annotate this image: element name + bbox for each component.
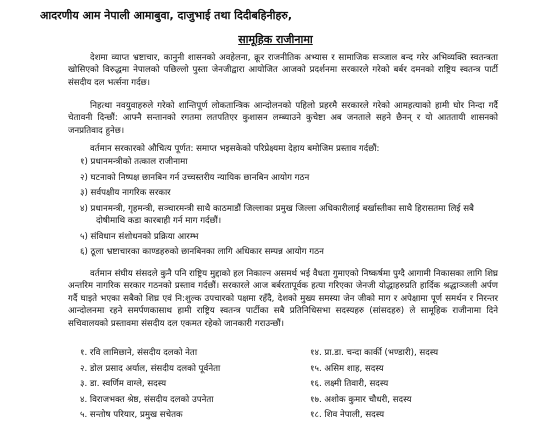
signatory-row (80, 377, 520, 393)
paragraph-resignation: वर्तमान संघीय संसदले कुनै पनि राष्ट्रिय मुद्दाको हल निकाल्न असमर्थ भई वैधता गुमाएको निष्कर्षमा पुग्दै आगामी निकासका लागि शिघ्र अन्तरिम नागरिक सरकार गठनको प्रस्ताव गर्दछौं। सरकारले आज बर्बरतापूर्वक हत्या गरिएका जेनजी योद्धाहरुप्रति हार्दिक श्रद्धाञ्जली अर्पण गर्दै घाइते भएका सबैको शिघ्र एवं नि:शुल्क उपचारको पक्षमा रहँदै, देशको मुख्य समस्या जेन जीको माग र अपेक्षामा पूर्ण समर्थन र निरन्तर आन्दोलनमा रहने समर्पणकासाथ हामी राष्ट्रिय स्वतन्त्र पार्टीका सबै प्रतिनिधिसभा सदस्यहरु (सांसदहरु) ले सामूहिक राजीनामा दिने सचिवालयको प्रस्तावमा संसदीय दल एकमत रहेको जानकारी गराउन्छौं। (68, 269, 498, 329)
signatory-row (80, 362, 520, 378)
proposal-item: ४) प्रधानमन्त्री, गृहमन्त्री, सञ्चारमन्त्री साथै काठमाडौं जिल्लाका प्रमुख जिल्ला अधिकारीलाई बर्खास्तीका साथै हिरासतमा लिई सबै दोषीमाथि कडा कारबाही गर्न माग गर्दछौं। (80, 203, 474, 227)
proposal-item: ६) ठूला भ्रष्टाचारका काण्डहरुको छानबिनका लागि अधिकार सम्पन्न आयोग गठन (80, 247, 324, 258)
greeting: आदरणीय आम नेपाली आमाबुवा, दाजुभाई तथा दिदीबहिनीहरु, (40, 9, 293, 22)
signatory-left: ४. विराजभक्त श्रेष्ठ, संसदीय दलको उपनेता (80, 394, 214, 405)
signatory-left: २. डोल प्रसाद अर्याल, संसदीय दलको पूर्वनेता (80, 363, 221, 374)
signatory-right: १६. लक्ष्मी तिवारी, सदस्य (310, 379, 389, 390)
paragraph-warning: निहत्था नवयुवाहरुले गरेको शान्तिपूर्ण लोकतान्त्रिक आन्दोलनको पहिलो प्रहरमै सरकारले गरेको आमहत्याको हामी घोर निन्दा गर्दै चेतावनी दिन्छौं: आफ्नै सन्तानको रगतमा लतपतिएर कुशासन लम्ब्याउने कुचेष्टा अब जनताले सहने छैनन् र यो आततायी शासनको जनप्रतिवाद हुनेछ। (68, 101, 498, 136)
paragraph-condemnation: देशमा व्याप्त भ्रष्टाचार, कानुनी शासनको अवहेलना, क्रूर राजनीतिक अभ्यास र सामाजिक सञ्जाल बन्द गरेर अभिव्यक्ति स्वतन्त्रता खोसिएको विरुद्धमा नेपालको पछिल्लो पुस्ता जेनजीद्वारा आयोजित आजको प्रदर्शनमा सरकारले गरेको बर्बर दमनको राष्ट्रिय स्वतन्त्र पार्टी संसदीय दल भर्त्सना गर्दछ। (68, 53, 498, 88)
signatory-row (80, 346, 520, 362)
proposal-item: १) प्रधानमन्त्रीको तत्काल राजीनामा (80, 157, 188, 167)
proposal-item: ३) सर्वपक्षीय नागरिक सरकार (80, 188, 171, 199)
document-heading: सामूहिक राजीनामा (238, 33, 313, 46)
signatory-row (80, 408, 520, 424)
signatory-left: ५. सन्तोष परियार, प्रमुख सचेतक (80, 410, 183, 421)
proposal-item: २) घटनाको निष्पक्ष छानबिन गर्न उच्चस्तरीय न्यायिक छानबिन आयोग गठन (80, 172, 310, 183)
signatory-right: १४. प्रा.डा. चन्दा कार्की (भण्डारी), सदस्य (310, 348, 439, 358)
signatory-left: ३. डा. स्वर्णिम वाग्ले, सदस्य (80, 379, 167, 390)
signatory-row (80, 393, 520, 409)
signatory-right: १८. शिव नेपाली, सदस्य (310, 410, 385, 421)
paragraph-proposal-intro: वर्तमान सरकारको औचित्य पूर्णत: समाप्त भइसकेको परिप्रेक्ष्यमा देहाय बमोजिम प्रस्ताव गर्दछौं: (90, 144, 380, 154)
proposal-item: ५) संविधान संशोधनको प्रक्रिया आरम्भ (80, 231, 199, 242)
signatory-left: १. रवि लामिछाने, संसदीय दलको नेता (80, 348, 198, 358)
signatory-list (80, 346, 520, 424)
signatory-right: १५. असिम शाह, सदस्य (310, 363, 384, 374)
signatory-right: १७. अशोक कुमार चौधरी, सदस्य (310, 394, 412, 405)
proposal-list (80, 156, 500, 262)
